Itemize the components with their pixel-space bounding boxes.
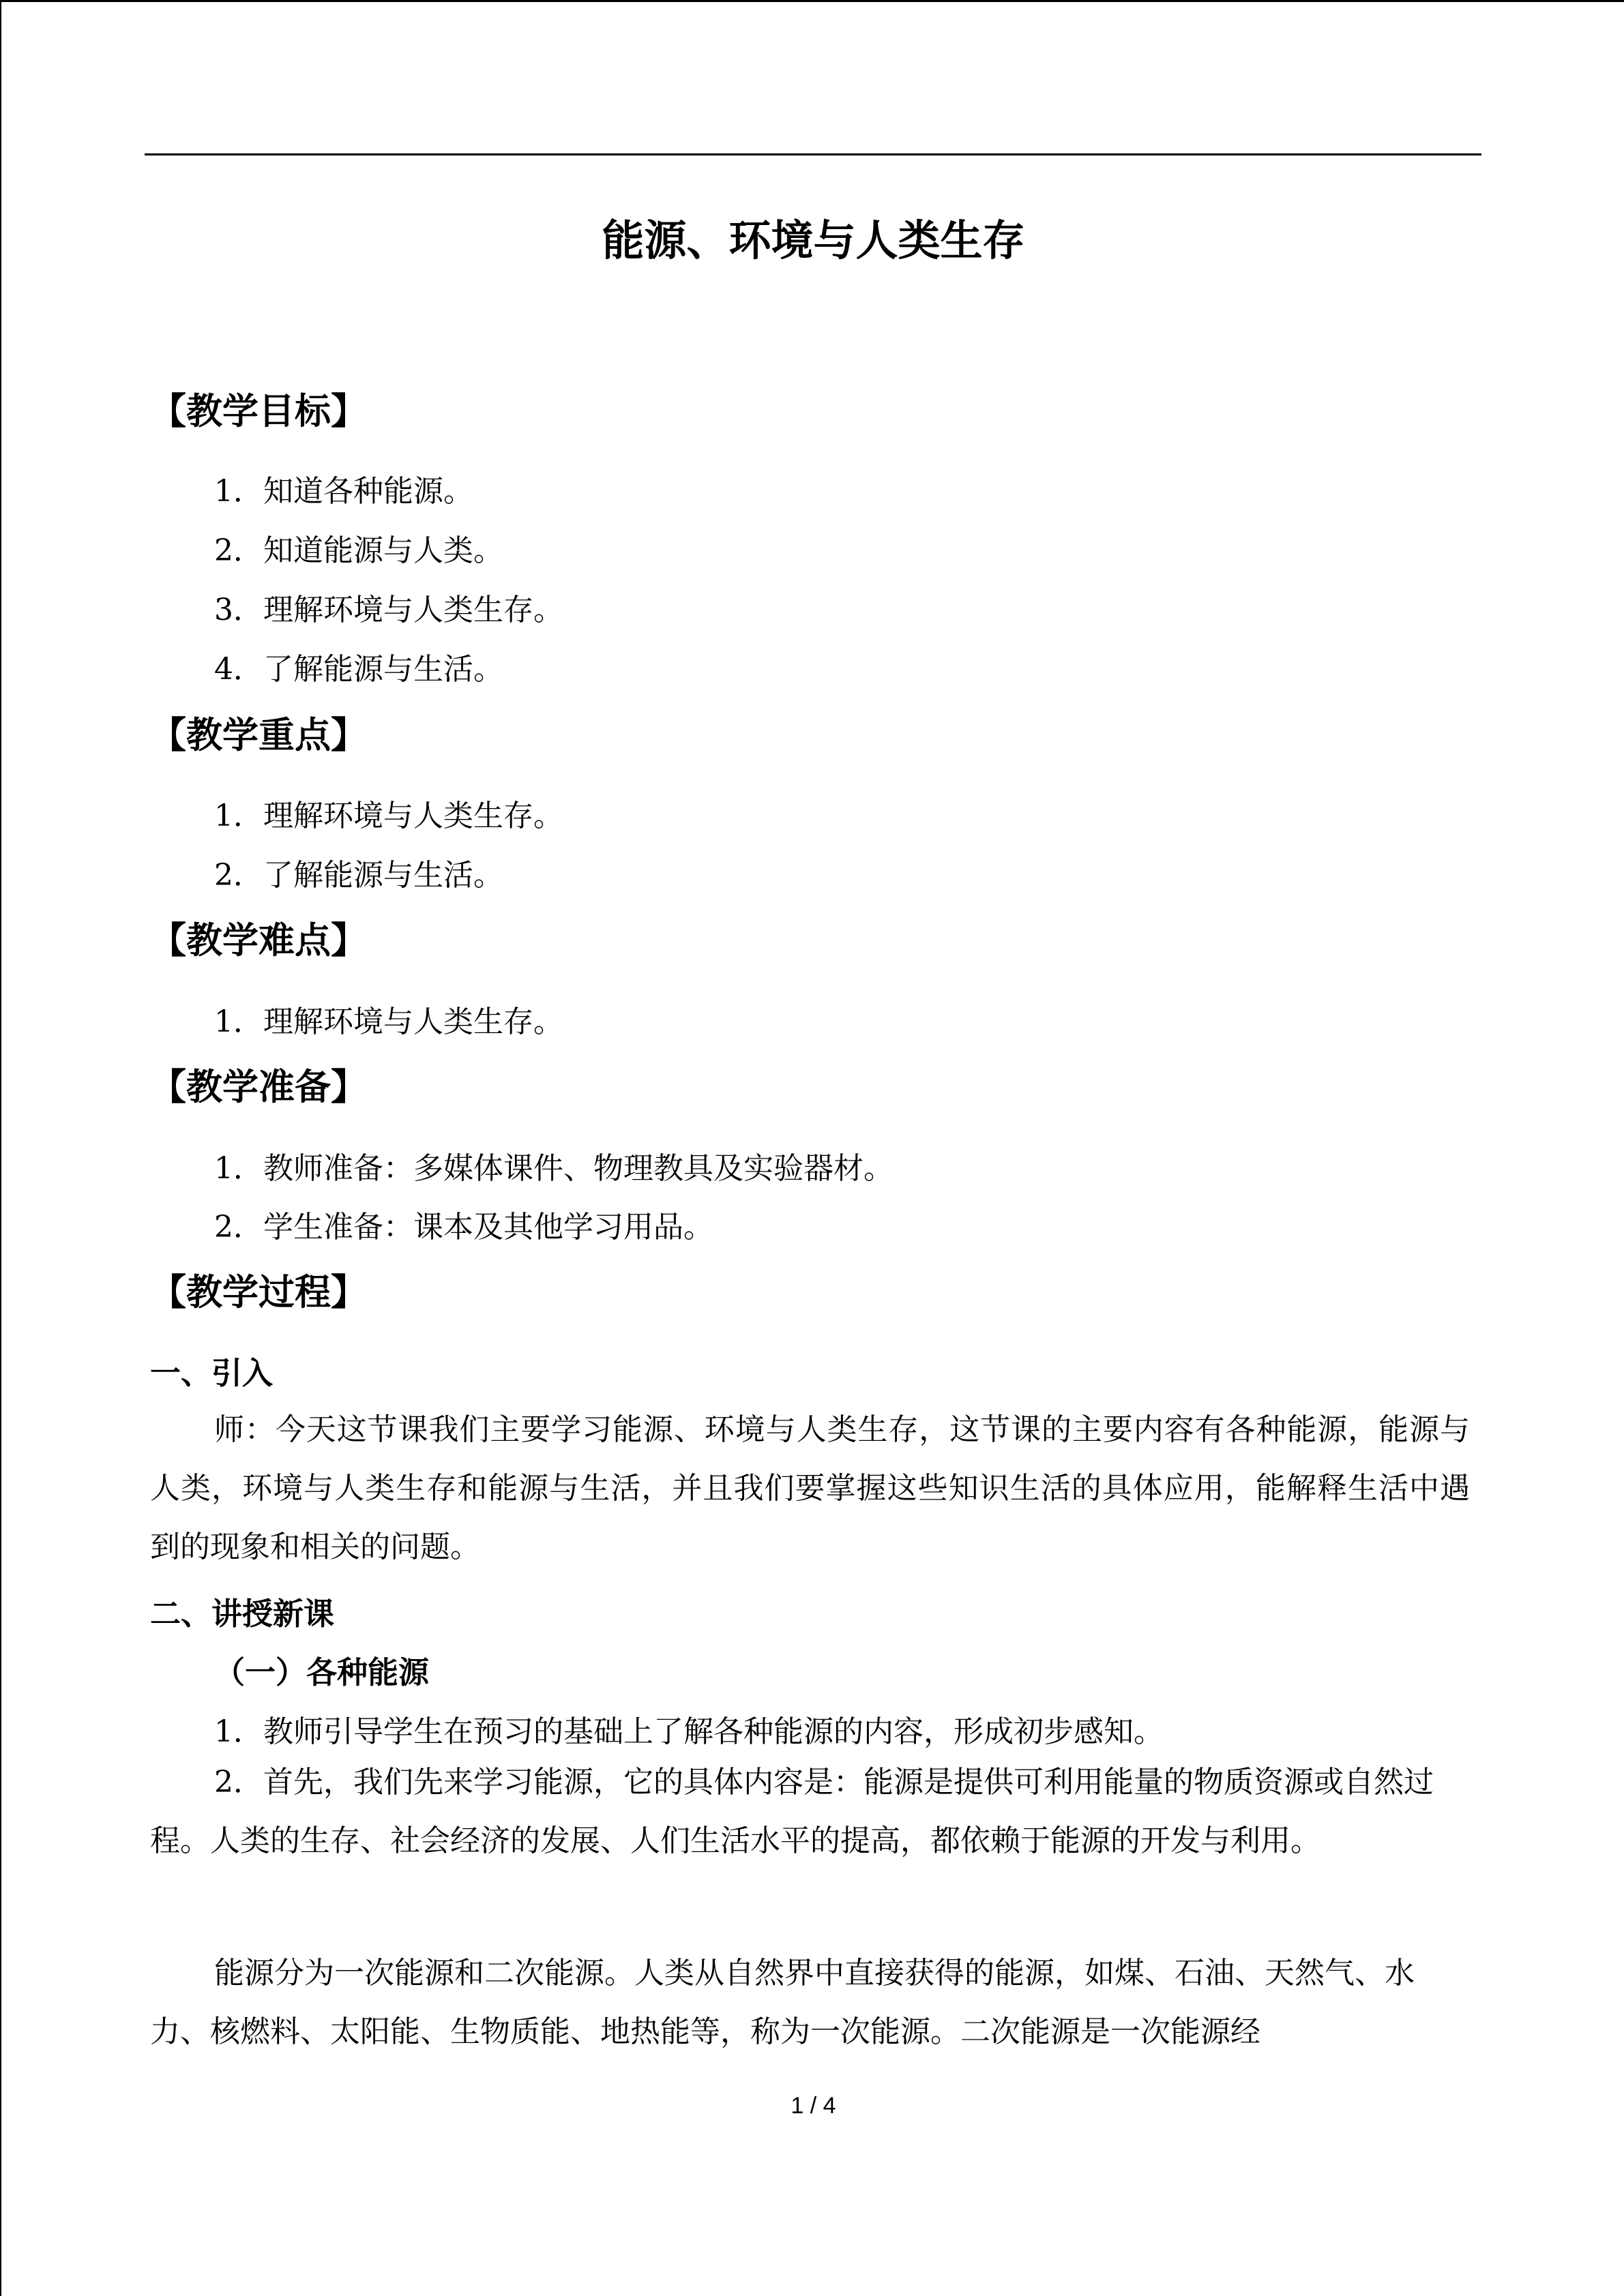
subheading-part1: （一）各种能源 [214,1654,430,1690]
list-item: 2．知道能源与人类。 [214,533,503,568]
list-item: 2．了解能源与生活。 [214,858,503,893]
list-item: 1．教师准备：多媒体课件、物理教具及实验器材。 [214,1151,894,1186]
paragraph: 能源分为一次能源和二次能源。人类从自然界中直接获得的能源，如煤、石油、天然气、水力、核燃料、太阳能、生物质能、地热能等，称为一次能源。二次能源是一次能源经 [150,1956,1415,2049]
section-heading-goals: 【教学目标】 [150,390,367,432]
list-item: 1．理解环境与人类生存。 [214,1004,563,1039]
paragraph: 2．首先，我们先来学习能源，它的具体内容是：能源是提供可利用能量的物质资源或自然过程。人类的生存、社会经济的发展、人们生活水平的提高，都依赖于能源的开发与利用。 [150,1765,1434,1858]
list-item: 1．知道各种能源。 [214,474,473,509]
intro-paragraph: 师：今天这节课我们主要学习能源、环境与人类生存，这节课的主要内容有各种能源，能源与人类，环境与人类生存和能源与生活，并且我们要掌握这些知识生活的具体应用，能解释生活中遇到的现象和相关的问题。 [150,1412,1470,1564]
header-rule [145,153,1481,155]
subheading-new-lesson: 二、讲授新课 [150,1596,335,1632]
document-title: 能源、环境与人类生存 [602,215,1025,265]
page-number: 1 / 4 [791,2093,836,2119]
section-heading-key-points: 【教学重点】 [150,714,367,756]
list-item: 1．教师引导学生在预习的基础上了解各种能源的内容，形成初步感知。 [214,1714,1164,1749]
list-item: 3．理解环境与人类生存。 [214,593,563,627]
list-item: 4．了解能源与生活。 [214,652,503,687]
list-item: 2．学生准备：课本及其他学习用品。 [214,1210,713,1244]
section-heading-preparation: 【教学准备】 [150,1066,367,1108]
section-heading-difficulties: 【教学难点】 [150,919,367,961]
section-heading-process: 【教学过程】 [150,1271,367,1313]
list-item: 1．理解环境与人类生存。 [214,799,563,833]
subheading-intro: 一、引入 [150,1355,274,1391]
